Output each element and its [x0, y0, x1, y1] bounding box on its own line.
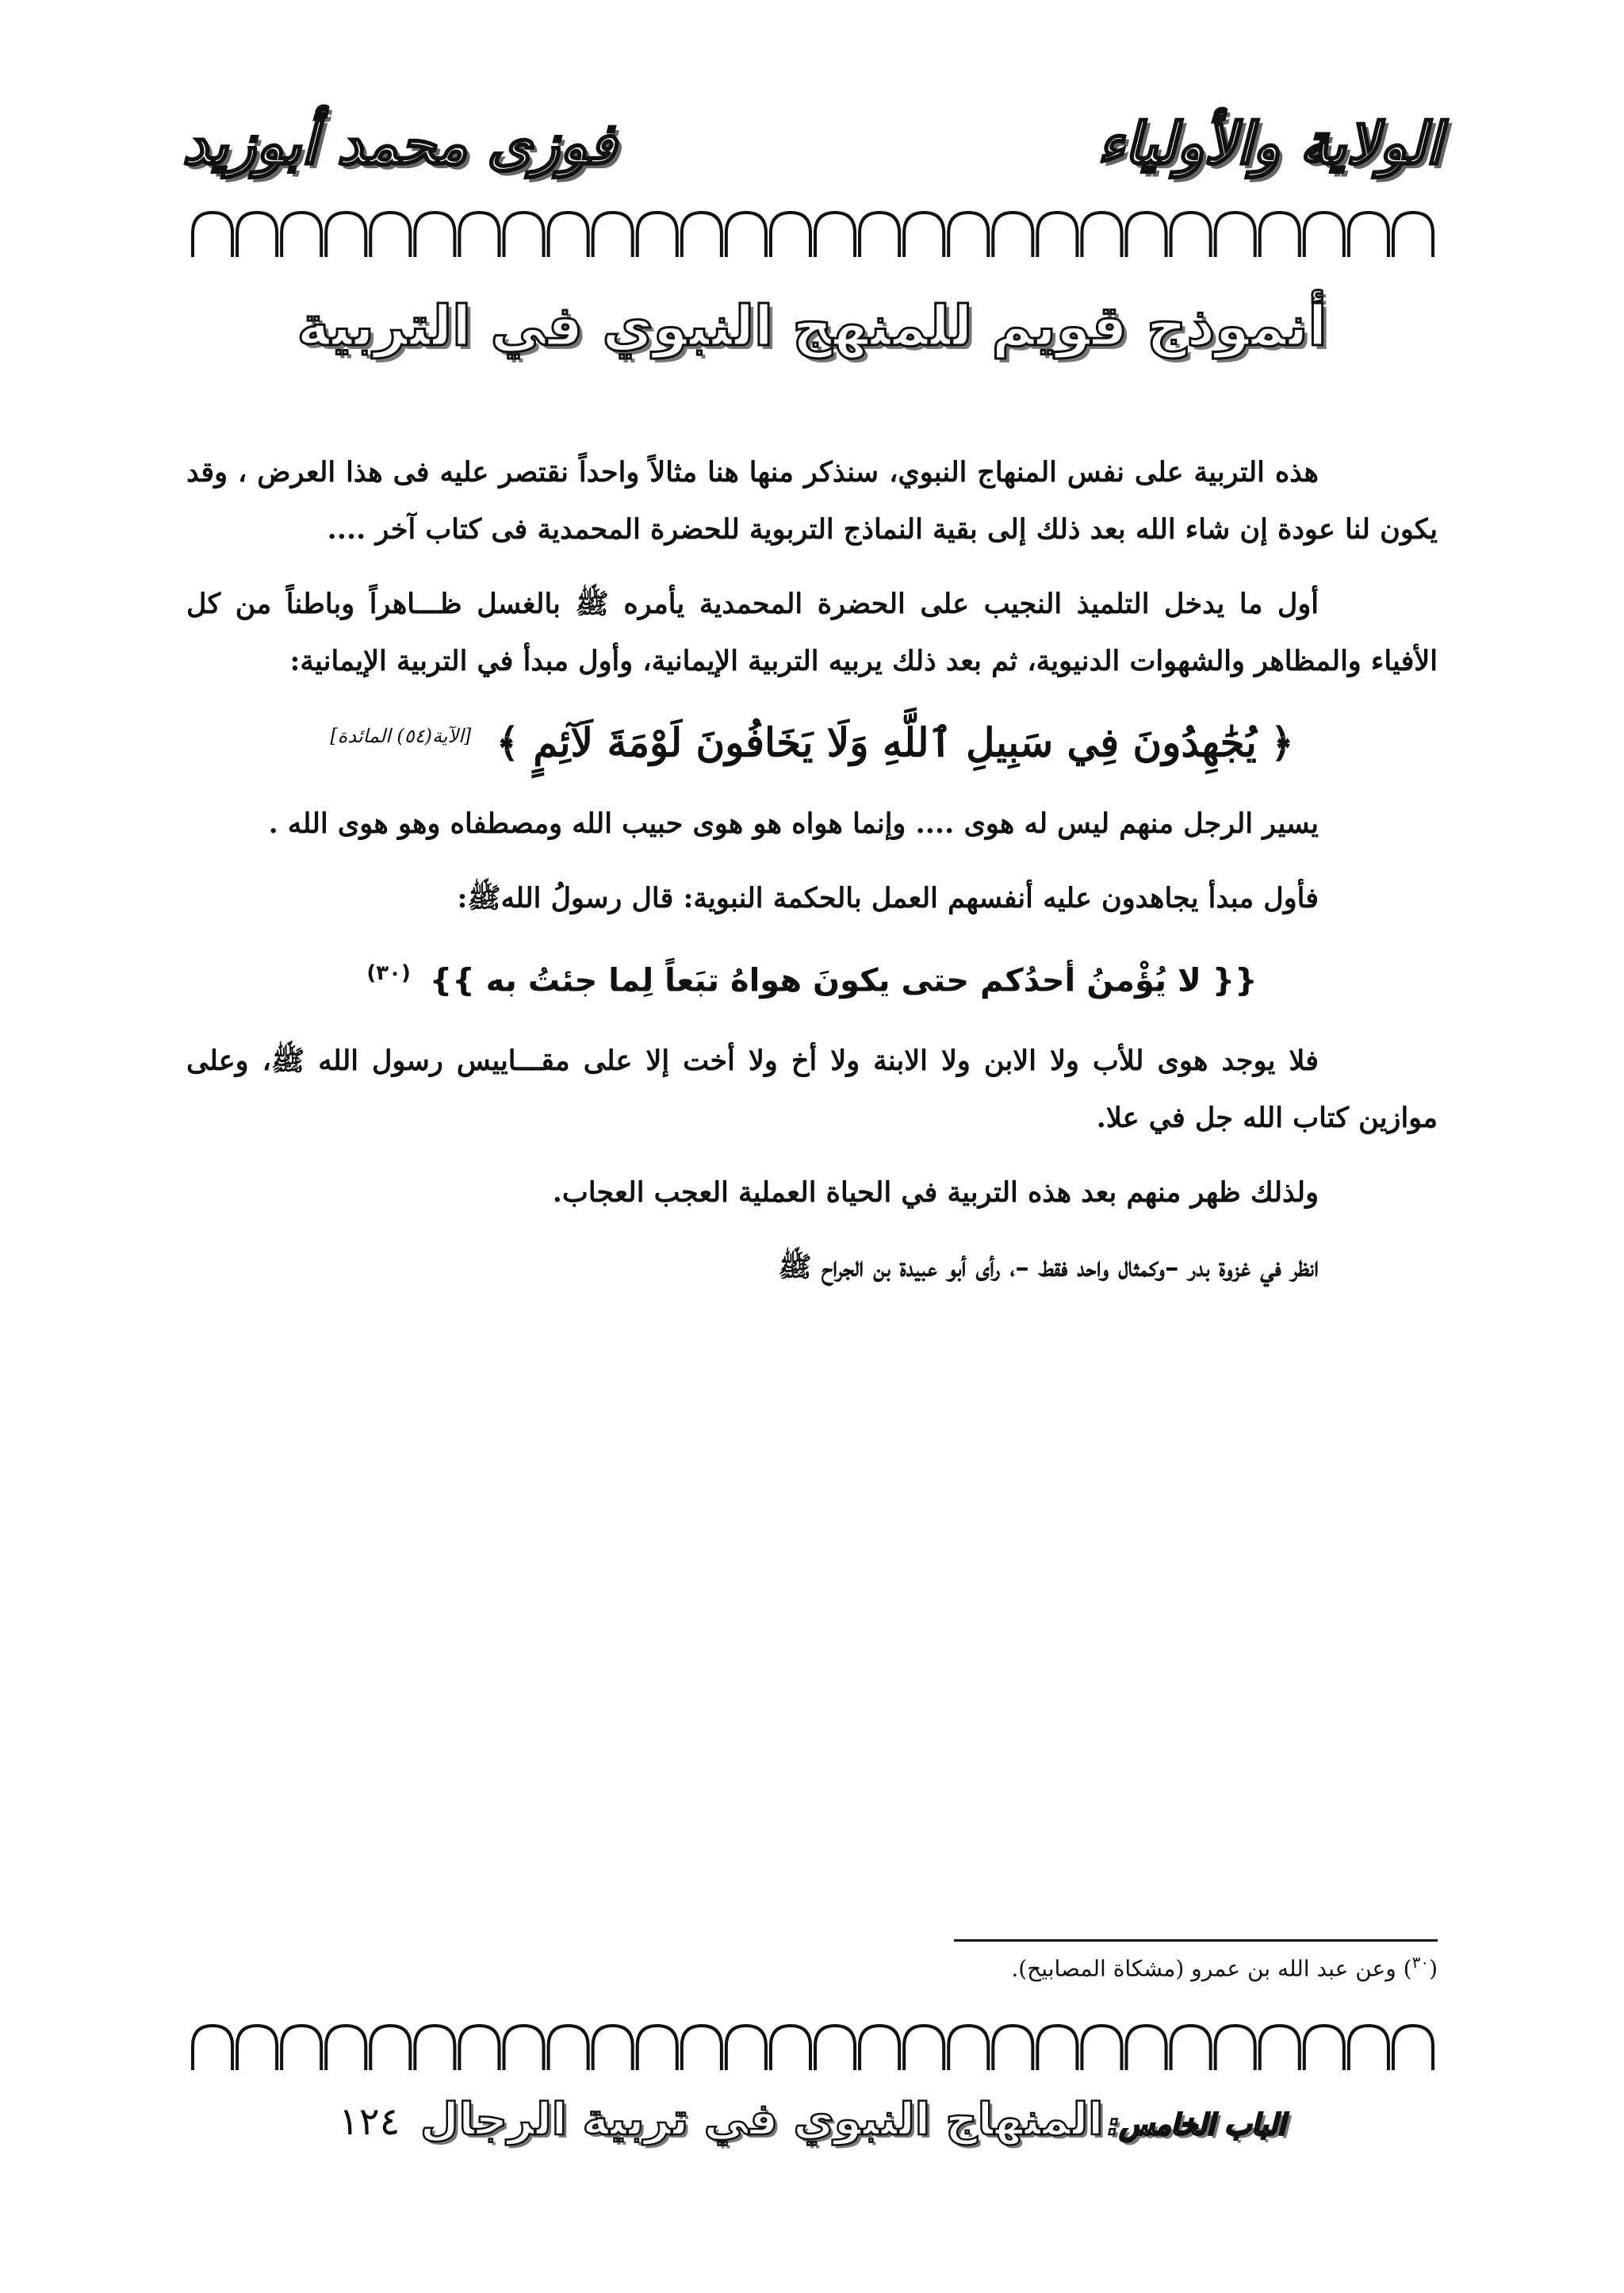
- quran-verse: [186, 707, 1438, 772]
- footnote-reference: (٣٠): [366, 961, 411, 985]
- footnote: ($^{٣٠}$) وعن عبد الله بن عمرو (مشكاة المصابيح).: [1011, 1953, 1438, 1982]
- paragraph-4: فأول مبدأ يجاهدون عليه أنفسهم العمل بالحكمة النبوية: قال رسولُ اللهﷺ:: [457, 881, 1319, 915]
- page-number: ١٢٤: [339, 2099, 400, 2144]
- arch-ornament: [193, 2026, 1433, 2070]
- chapter-label: الباب الخامس:: [1107, 2109, 1285, 2142]
- hadith-text: {{ لا يُؤْمنُ أحدُكم حتى يكونَ هواهُ تبَعاً لِما جئتُ به }}: [429, 961, 1258, 999]
- book-title: الولاية والأولياء: [1097, 109, 1442, 177]
- hadith-quote: [186, 945, 1438, 1009]
- page-footer: [301, 2094, 1323, 2145]
- footnote-number: ٣٠: [1411, 1953, 1430, 1972]
- footnote-divider: [954, 1939, 1438, 1942]
- author-name: فوزى محمد أبوزيد: [182, 109, 617, 177]
- arch-ornament: [193, 213, 1433, 257]
- footnote-text: وعن عبد الله بن عمرو (مشكاة المصابيح).: [1011, 1955, 1396, 1982]
- body-text: [186, 444, 1438, 1313]
- chapter-title: المنهاج النبوي في تربية الرجال: [419, 2094, 1104, 2145]
- paragraph-7: انظر في غزوة بدر –وكمثال واحد فقط –، رأى أبو عبيدة بن الجراح ﷺ: [778, 1250, 1319, 1283]
- top-ornament-border: [190, 208, 1435, 260]
- paragraph-6: ولذلك ظهر منهم بعد هذه التربية في الحياة العملية العجب العجاب.: [552, 1175, 1319, 1209]
- bottom-ornament-border: [190, 2021, 1435, 2073]
- page-header: [182, 95, 1442, 190]
- verse-text: ﴿ يُجَٰهِدُونَ فِي سَبِيلِ ٱللَّهِ وَلَا يَخَافُونَ لَوْمَةَ لَآئِمٍ ﴾: [496, 719, 1294, 766]
- paragraph-1: هذه التربية على نفس المنهاج النبوي، سنذكر منها هنا مثالاً واحداً نقتصر عليه فى هذا العرض ، وقد يكون لنا عودة إن شاء الله بعد ذلك إلى بقية النماذج التربوية للحضرة المحمدية فى كتاب آخر ....: [186, 456, 1438, 546]
- paragraph-5: فلا يوجد هوى للأب ولا الابن ولا الابنة ولا أخ ولا أخت إلا على مقـــاييس رسول الله ﷺ، وعلى موازين كتاب الله جل في علا.: [186, 1044, 1438, 1134]
- verse-reference: [الآية(٥٤) المائدة]: [330, 725, 472, 747]
- section-title: أنموذج قويم للمنهج النبوي في التربية: [297, 293, 1327, 359]
- paragraph-2: أول ما يدخل التلميذ النجيب على الحضرة المحمدية يأمره ﷺ بالغسل ظـــاهراً وباطناً من كل الأفياء والمظاهر والشهوات الدنيوية، ثم بعد ذلك يربيه التربية الإيمانية، وأول مبدأ في التربية الإيمانية:: [186, 588, 1438, 677]
- paragraph-3: يسير الرجل منهم ليس له هوى .... وإنما هواه هو هوى حبيب الله ومصطفاه وهو هوى الله .: [268, 807, 1319, 840]
